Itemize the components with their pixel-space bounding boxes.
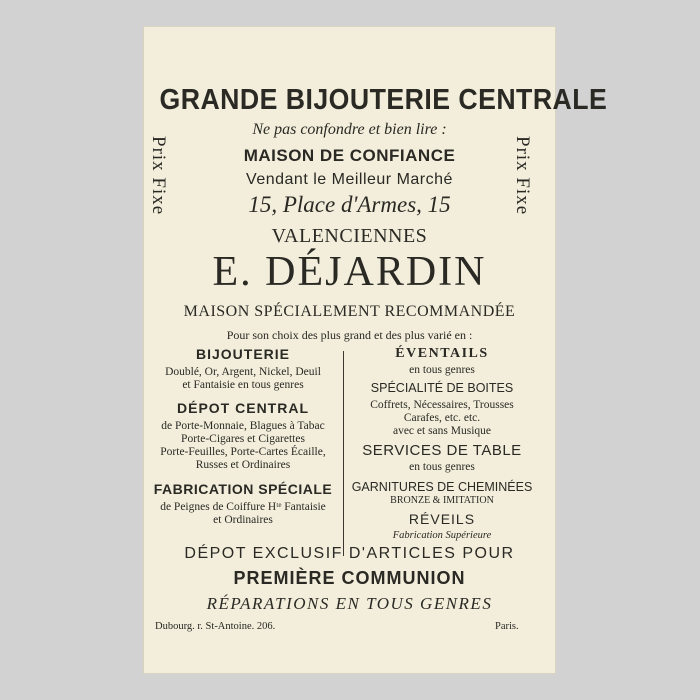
eventails-title: ÉVENTAILS [395,346,489,361]
bleed-through-text [143,42,556,57]
bijouterie-line-2: et Fantaisie en tous genres [182,379,304,392]
choice-line: Pour son choix des plus grand et des plus varié en : [226,328,473,342]
fabrication-line-1: de Peignes de Coiffure Hᵗᵉ Fantaisie [160,500,326,513]
eventails-line-1: en tous genres [409,364,475,377]
depot-line-4: Russes et Ordinaires [195,459,291,472]
boites-line-3: avec et sans Musique [392,425,492,438]
right-column [344,346,540,542]
reparations: RÉPARATIONS EN TOUS GENRES [206,594,493,613]
owner-name: E. DÉJARDIN [212,249,487,295]
boites-title: SPÉCIALITÉ DE BOITES [370,381,514,396]
depot-line-3: Porte-Feuilles, Porte-Cartes Écaille, [160,446,326,459]
boites-line-2: Carafes, etc. etc. [403,411,481,424]
prix-fixe-left: Prix Fixe [148,136,169,216]
printer-credit: Dubourg. r. St-Antoine. 206. [155,621,276,632]
boites-line-1: Coffrets, Nécessaires, Trousses [370,398,514,411]
recommended-line: MAISON SPÉCIALEMENT RECOMMANDÉE [183,303,516,320]
bijouterie-title: BIJOUTERIE [195,346,290,362]
printer-city: Paris. [495,621,519,632]
advertising-card [143,26,608,674]
vendant-line: Vendant le Meilleur Marché [246,171,453,188]
garnitures-title: GARNITURES DE CHEMINÉES [351,479,533,494]
depot-central-title: DÉPOT CENTRAL [177,399,309,416]
services-title: SERVICES DE TABLE [362,442,522,460]
depot-line-1: de Porte-Monnaie, Blagues à Tabac [161,419,325,432]
address: 15, Place d'Armes, 15 [248,192,451,217]
shop-title: GRANDE BIJOUTERIE CENTRALE [159,84,608,116]
depot-exclusif: DÉPOT EXCLUSIF D'ARTICLES POUR [184,545,515,562]
fabrication-title: FABRICATION SPÉCIALE [153,480,333,497]
premiere-communion: PREMIÈRE COMMUNION [233,568,466,588]
maison-de-confiance: MAISON DE CONFIANCE [243,146,456,165]
left-column [143,346,343,527]
garnitures-line-1: BRONZE & IMITATION [390,495,494,507]
prix-fixe-right: Prix Fixe [512,136,533,216]
reveils-title: RÉVEILS [408,510,476,527]
depot-line-2: Porte-Cigares et Cigarettes [181,432,305,445]
tagline: Ne pas confondre et bien lire : [252,121,447,138]
bijouterie-line-1: Doublé, Or, Argent, Nickel, Deuil [165,366,321,379]
fabrication-line-2: et Ordinaires [213,513,273,526]
reveils-line-1: Fabrication Supérieure [392,529,492,541]
city: VALENCIENNES [271,225,428,247]
services-line-1: en tous genres [409,460,475,473]
